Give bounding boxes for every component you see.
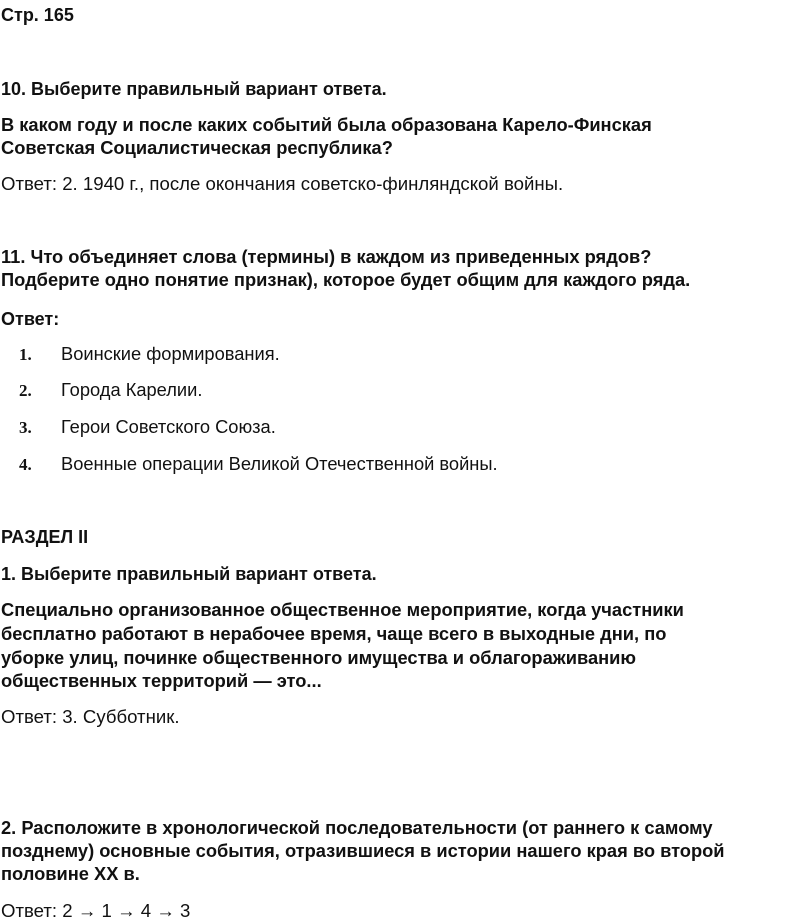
list-item [19,415,276,439]
q10-answer: Ответ: 2. 1940 г., после окончания советско-финляндской войны. [1,173,564,194]
list-item-text: Воинские формирования. [61,343,280,364]
page-label: Стр. 165 [1,5,74,25]
s2-q1-question-line-3: уборке улиц, починке общественного имущества и облагораживанию [1,647,637,668]
s2-q1-answer: Ответ: 3. Субботник. [1,706,180,727]
list-item-text: Военные операции Великой Отечественной войны. [61,453,498,474]
list-item [19,342,280,366]
list-item-number: 1. [19,345,32,364]
s2-q2-question-line-1: 2. Расположите в хронологической последовательности (от раннего к самому [1,817,713,838]
q11-title-line-2: Подберите одно понятие признак), которое будет общим для каждого ряда. [1,269,691,290]
q10-question-line-1: В каком году и после каких событий была образована Карело-Финская [1,114,652,135]
s2-q1-question-line-2: бесплатно работают в нерабочее время, чаще всего в выходные дни, по [1,623,667,644]
list-item-text: Герои Советского Союза. [61,416,276,437]
s2-q1-question-line-1: Специально организованное общественное мероприятие, когда участники [1,599,684,620]
q11-answer-label: Ответ: [1,309,60,329]
list-item [19,452,498,476]
s2-q2-answer: Ответ: 2 → 1 → 4 → 3 [1,900,191,921]
s2-q2-question-line-2: позднему) основные события, отразившиеся в истории нашего края во второй [1,840,725,861]
list-item-number: 3. [19,418,32,437]
q10-title: 10. Выберите правильный вариант ответа. [1,79,387,99]
list-item-number: 2. [19,381,32,400]
list-item-number: 4. [19,455,32,474]
s2-q1-title: 1. Выберите правильный вариант ответа. [1,564,377,584]
list-item-text: Города Карелии. [61,379,203,400]
s2-q1-question-line-4: общественных территорий — это... [1,670,322,691]
q10-question-line-2: Советская Социалистическая республика? [1,137,393,158]
list-item [19,378,202,402]
s2-q2-question-line-3: половине XX в. [1,863,140,884]
q11-title-line-1: 11. Что объединяет слова (термины) в каждом из приведенных рядов? [1,246,652,267]
section-heading: РАЗДЕЛ II [1,527,89,547]
